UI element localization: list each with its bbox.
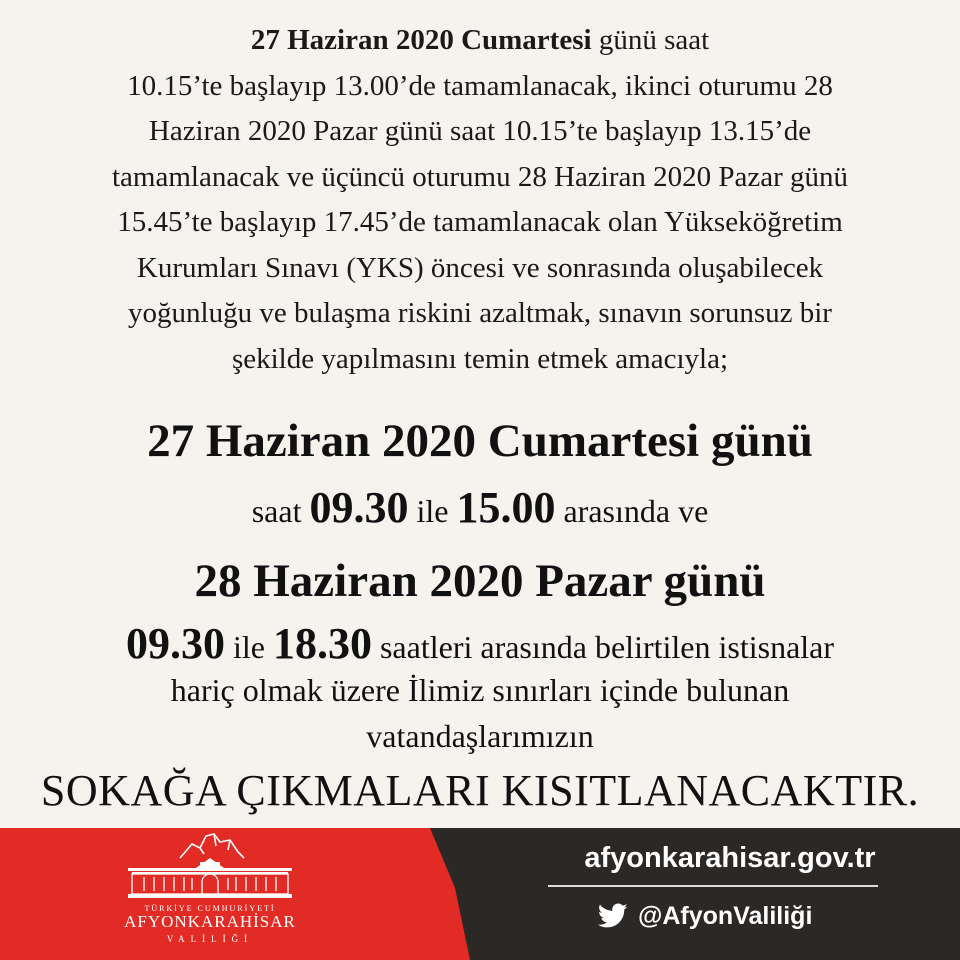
citizens-line: vatandaşlarımızın — [366, 718, 594, 754]
l4-suffix: saatleri arasında belirtilen istisnalar — [371, 629, 835, 665]
logo-small-text: TÜRKİYE CUMHURİYETİ — [144, 904, 276, 913]
twitter-handle: @AfyonValiliği — [638, 901, 813, 930]
intro-line-4: tamamlanacak ve üçüncü oturumu 28 Haziran 2020 Pazar günü — [111, 160, 849, 193]
footer-banner — [0, 828, 960, 960]
l4-ile: ile — [224, 629, 273, 665]
intro-line-2: 10.15’te başlayıp 13.00’de tamamlanacak, ikinci oturumu 28 — [127, 69, 833, 102]
twitter-bird-icon — [598, 903, 628, 929]
intro-line-6: Kurumları Sınavı (YKS) öncesi ve sonrasında oluşabilecek — [136, 251, 824, 284]
intro-line-5: 15.45’te başlayıp 17.45’de tamamlanacak olan Yükseköğretim — [117, 206, 843, 238]
curfew-headline: SOKAĞA ÇIKMALARI KISITLANACAKTIR. — [40, 766, 920, 815]
governorship-logo — [120, 828, 300, 960]
footer-divider — [548, 885, 878, 887]
day2-time-line — [0, 618, 960, 669]
intro-line-8: şekilde yapılmasını temin etmek amacıyla; — [231, 342, 729, 375]
l2-ile: ile — [408, 493, 457, 529]
twitter-link[interactable] — [598, 896, 812, 936]
intro-line-1-rest: günü saat — [591, 24, 710, 56]
logo-sub-text: VALİLİĞİ — [166, 934, 254, 944]
l4-time-end: 18.30 — [272, 619, 372, 668]
day1-heading: 27 Haziran 2020 Cumartesi günü — [147, 415, 813, 467]
intro-line-7: yoğunluğu ve bulaşma riskini azaltmak, sınavın sorunsuz bir — [128, 297, 832, 329]
l2-time-end: 15.00 — [456, 483, 556, 532]
l2-prefix: saat — [251, 493, 310, 529]
intro-paragraph — [20, 18, 940, 382]
l2-time-start: 09.30 — [309, 483, 409, 532]
castle-building-icon — [120, 828, 300, 904]
day1-time-line — [0, 482, 960, 533]
l2-suffix: arasında ve — [555, 493, 709, 529]
exception-line: hariç olmak üzere İlimiz sınırları içinde bulunan — [170, 672, 790, 708]
l4-time-start: 09.30 — [125, 619, 225, 668]
website-link[interactable]: afyonkarahisar.gov.tr — [584, 842, 876, 874]
intro-line-1 — [20, 18, 940, 64]
intro-line-3: Haziran 2020 Pazar günü saat 10.15’te başlayıp 13.15’de — [148, 115, 812, 147]
intro-bold-date: 27 Haziran 2020 Cumartesi — [250, 24, 592, 56]
logo-name-text: AFYONKARAHİSAR — [124, 912, 296, 931]
day2-heading: 28 Haziran 2020 Pazar günü — [194, 555, 766, 607]
